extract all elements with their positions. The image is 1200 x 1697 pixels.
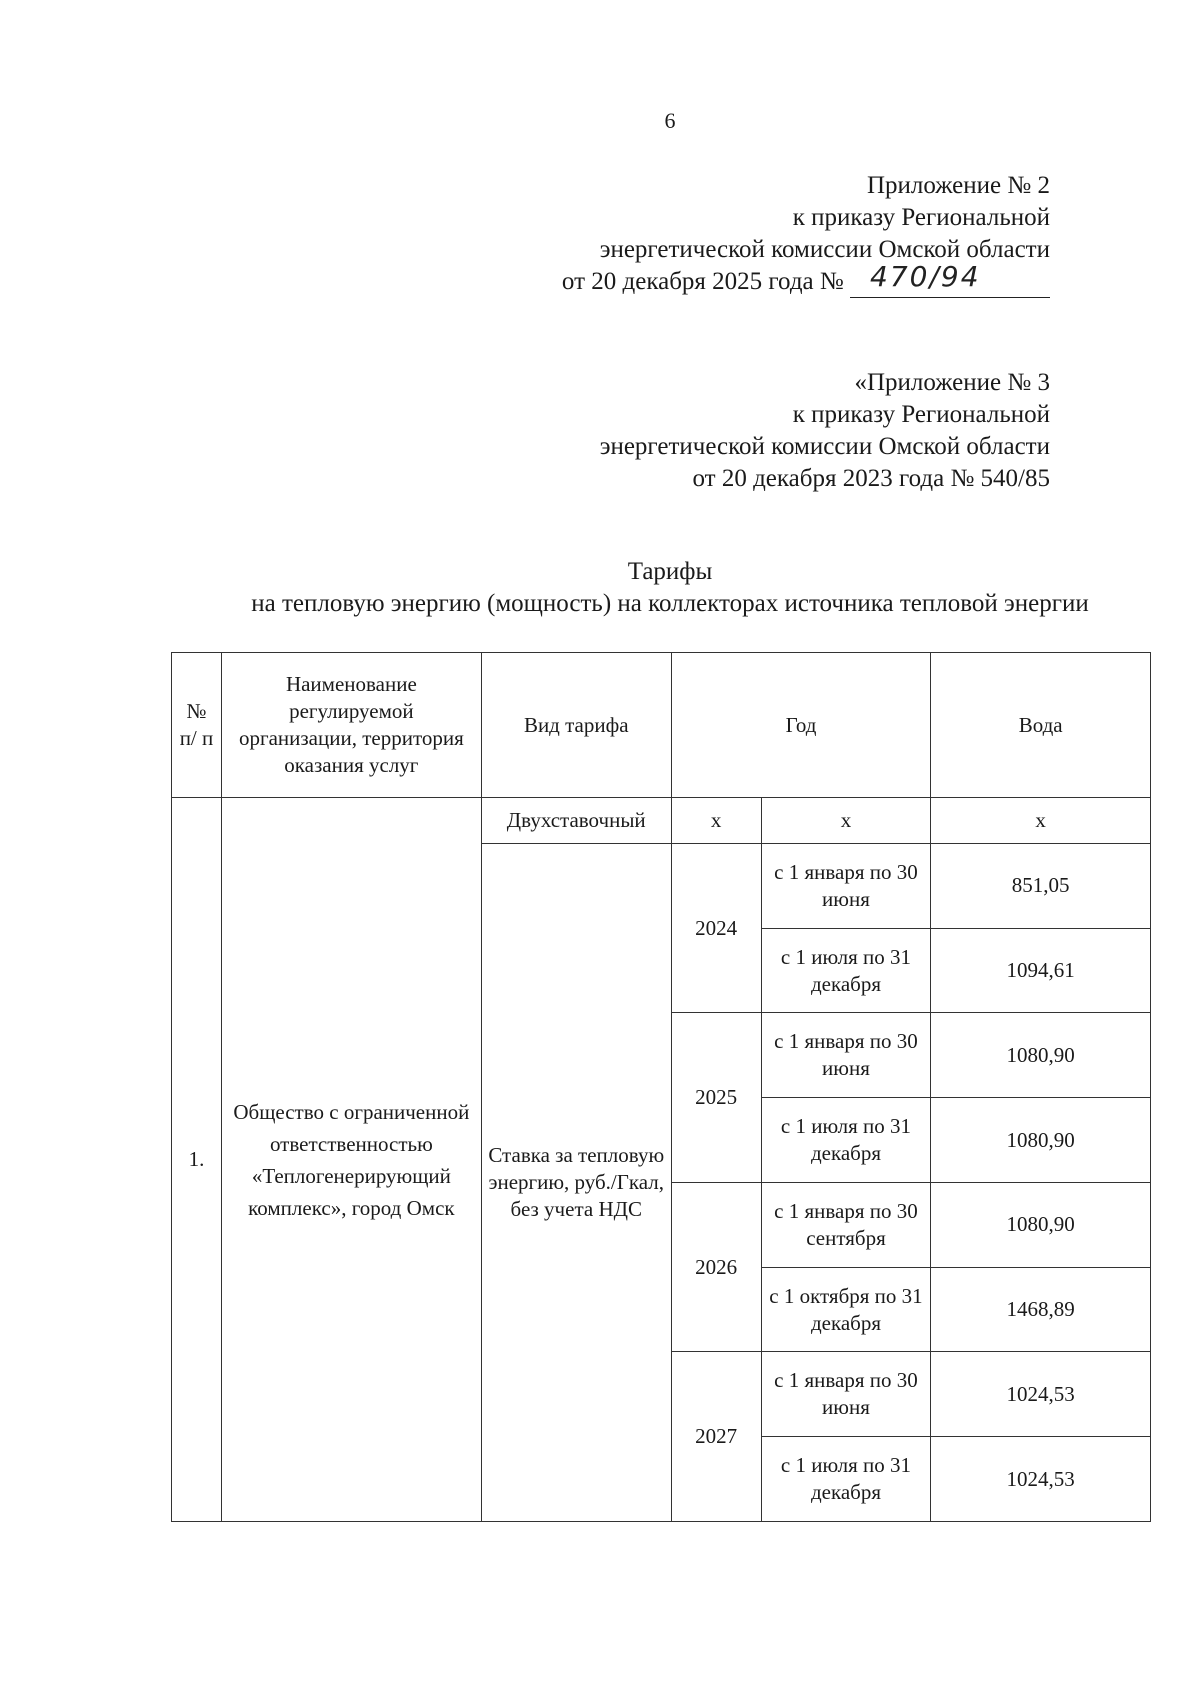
period-cell: с 1 января по 30 июня bbox=[761, 1352, 931, 1437]
row-number: 1. bbox=[172, 798, 222, 1522]
year-cell: 2025 bbox=[671, 1013, 761, 1183]
value-cell: 1080,90 bbox=[931, 1182, 1151, 1267]
header-water: Вода bbox=[931, 653, 1151, 798]
title-line-1: Тарифы bbox=[627, 558, 713, 585]
period-cell: с 1 января по 30 июня bbox=[761, 843, 931, 928]
appendix-2-date-line bbox=[561, 260, 1050, 298]
rate-label: Ставка за тепловую энергию, руб./Гкал, без учета НДС bbox=[488, 1142, 665, 1221]
appendix-3-order: к приказу Региональной bbox=[792, 401, 1050, 428]
two-rate-label: Двухставочный bbox=[481, 798, 671, 844]
value-cell: 1024,53 bbox=[931, 1437, 1151, 1522]
page-number: 6 bbox=[664, 108, 676, 133]
value-cell: 1468,89 bbox=[931, 1267, 1151, 1352]
two-rate-water: х bbox=[931, 798, 1151, 844]
organization-cell bbox=[221, 798, 481, 1522]
period-cell: с 1 января по 30 сентября bbox=[761, 1182, 931, 1267]
period-cell: с 1 января по 30 июня bbox=[761, 1013, 931, 1098]
appendix-3-header bbox=[600, 367, 1050, 495]
header-number: № п/ п bbox=[172, 653, 222, 798]
appendix-2-title: Приложение № 2 bbox=[866, 172, 1050, 199]
year-cell: 2027 bbox=[671, 1352, 761, 1522]
table-header-row bbox=[172, 653, 1151, 798]
period-cell: с 1 июля по 31 декабря bbox=[761, 1098, 931, 1183]
two-rate-period: х bbox=[761, 798, 931, 844]
table-row bbox=[172, 798, 1151, 844]
header-tariff-type: Вид тарифа bbox=[481, 653, 671, 798]
appendix-2-order: к приказу Региональной bbox=[792, 204, 1050, 231]
handwritten-order-number: 470/94 bbox=[870, 260, 981, 293]
value-cell: 1024,53 bbox=[931, 1352, 1151, 1437]
document-title bbox=[0, 556, 1200, 620]
period-cell: с 1 октября по 31 декабря bbox=[761, 1267, 931, 1352]
year-cell: 2024 bbox=[671, 843, 761, 1013]
year-cell: 2026 bbox=[671, 1182, 761, 1352]
order-number-blank bbox=[850, 260, 1050, 298]
value-cell: 1080,90 bbox=[931, 1013, 1151, 1098]
two-rate-year: х bbox=[671, 798, 761, 844]
appendix-2-commission: энергетической комиссии Омской области bbox=[599, 236, 1050, 263]
header-organization: Наименование регулируемой организации, территория оказания услуг bbox=[221, 653, 481, 798]
period-cell: с 1 июля по 31 декабря bbox=[761, 1437, 931, 1522]
header-year: Год bbox=[671, 653, 931, 798]
value-cell: 1080,90 bbox=[931, 1098, 1151, 1183]
value-cell: 851,05 bbox=[931, 843, 1151, 928]
appendix-3-title: «Приложение № 3 bbox=[854, 369, 1050, 396]
appendix-3-commission: энергетической комиссии Омской области bbox=[599, 433, 1050, 460]
appendix-2-date: от 20 декабря 2025 года № bbox=[561, 268, 844, 295]
appendix-2-header bbox=[562, 170, 1050, 298]
period-cell: с 1 июля по 31 декабря bbox=[761, 928, 931, 1013]
value-cell: 1094,61 bbox=[931, 928, 1151, 1013]
organization-name: Общество с ограниченной ответственностью «Теплогенерирующий комплекс», город Омск bbox=[233, 1099, 470, 1220]
title-line-2: на тепловую энергию (мощность) на коллекторах источника тепловой энергии bbox=[251, 590, 1089, 617]
appendix-3-date: от 20 декабря 2023 года № 540/85 bbox=[692, 465, 1050, 492]
rate-label-cell bbox=[481, 843, 671, 1521]
tariffs-table bbox=[171, 652, 1151, 1522]
